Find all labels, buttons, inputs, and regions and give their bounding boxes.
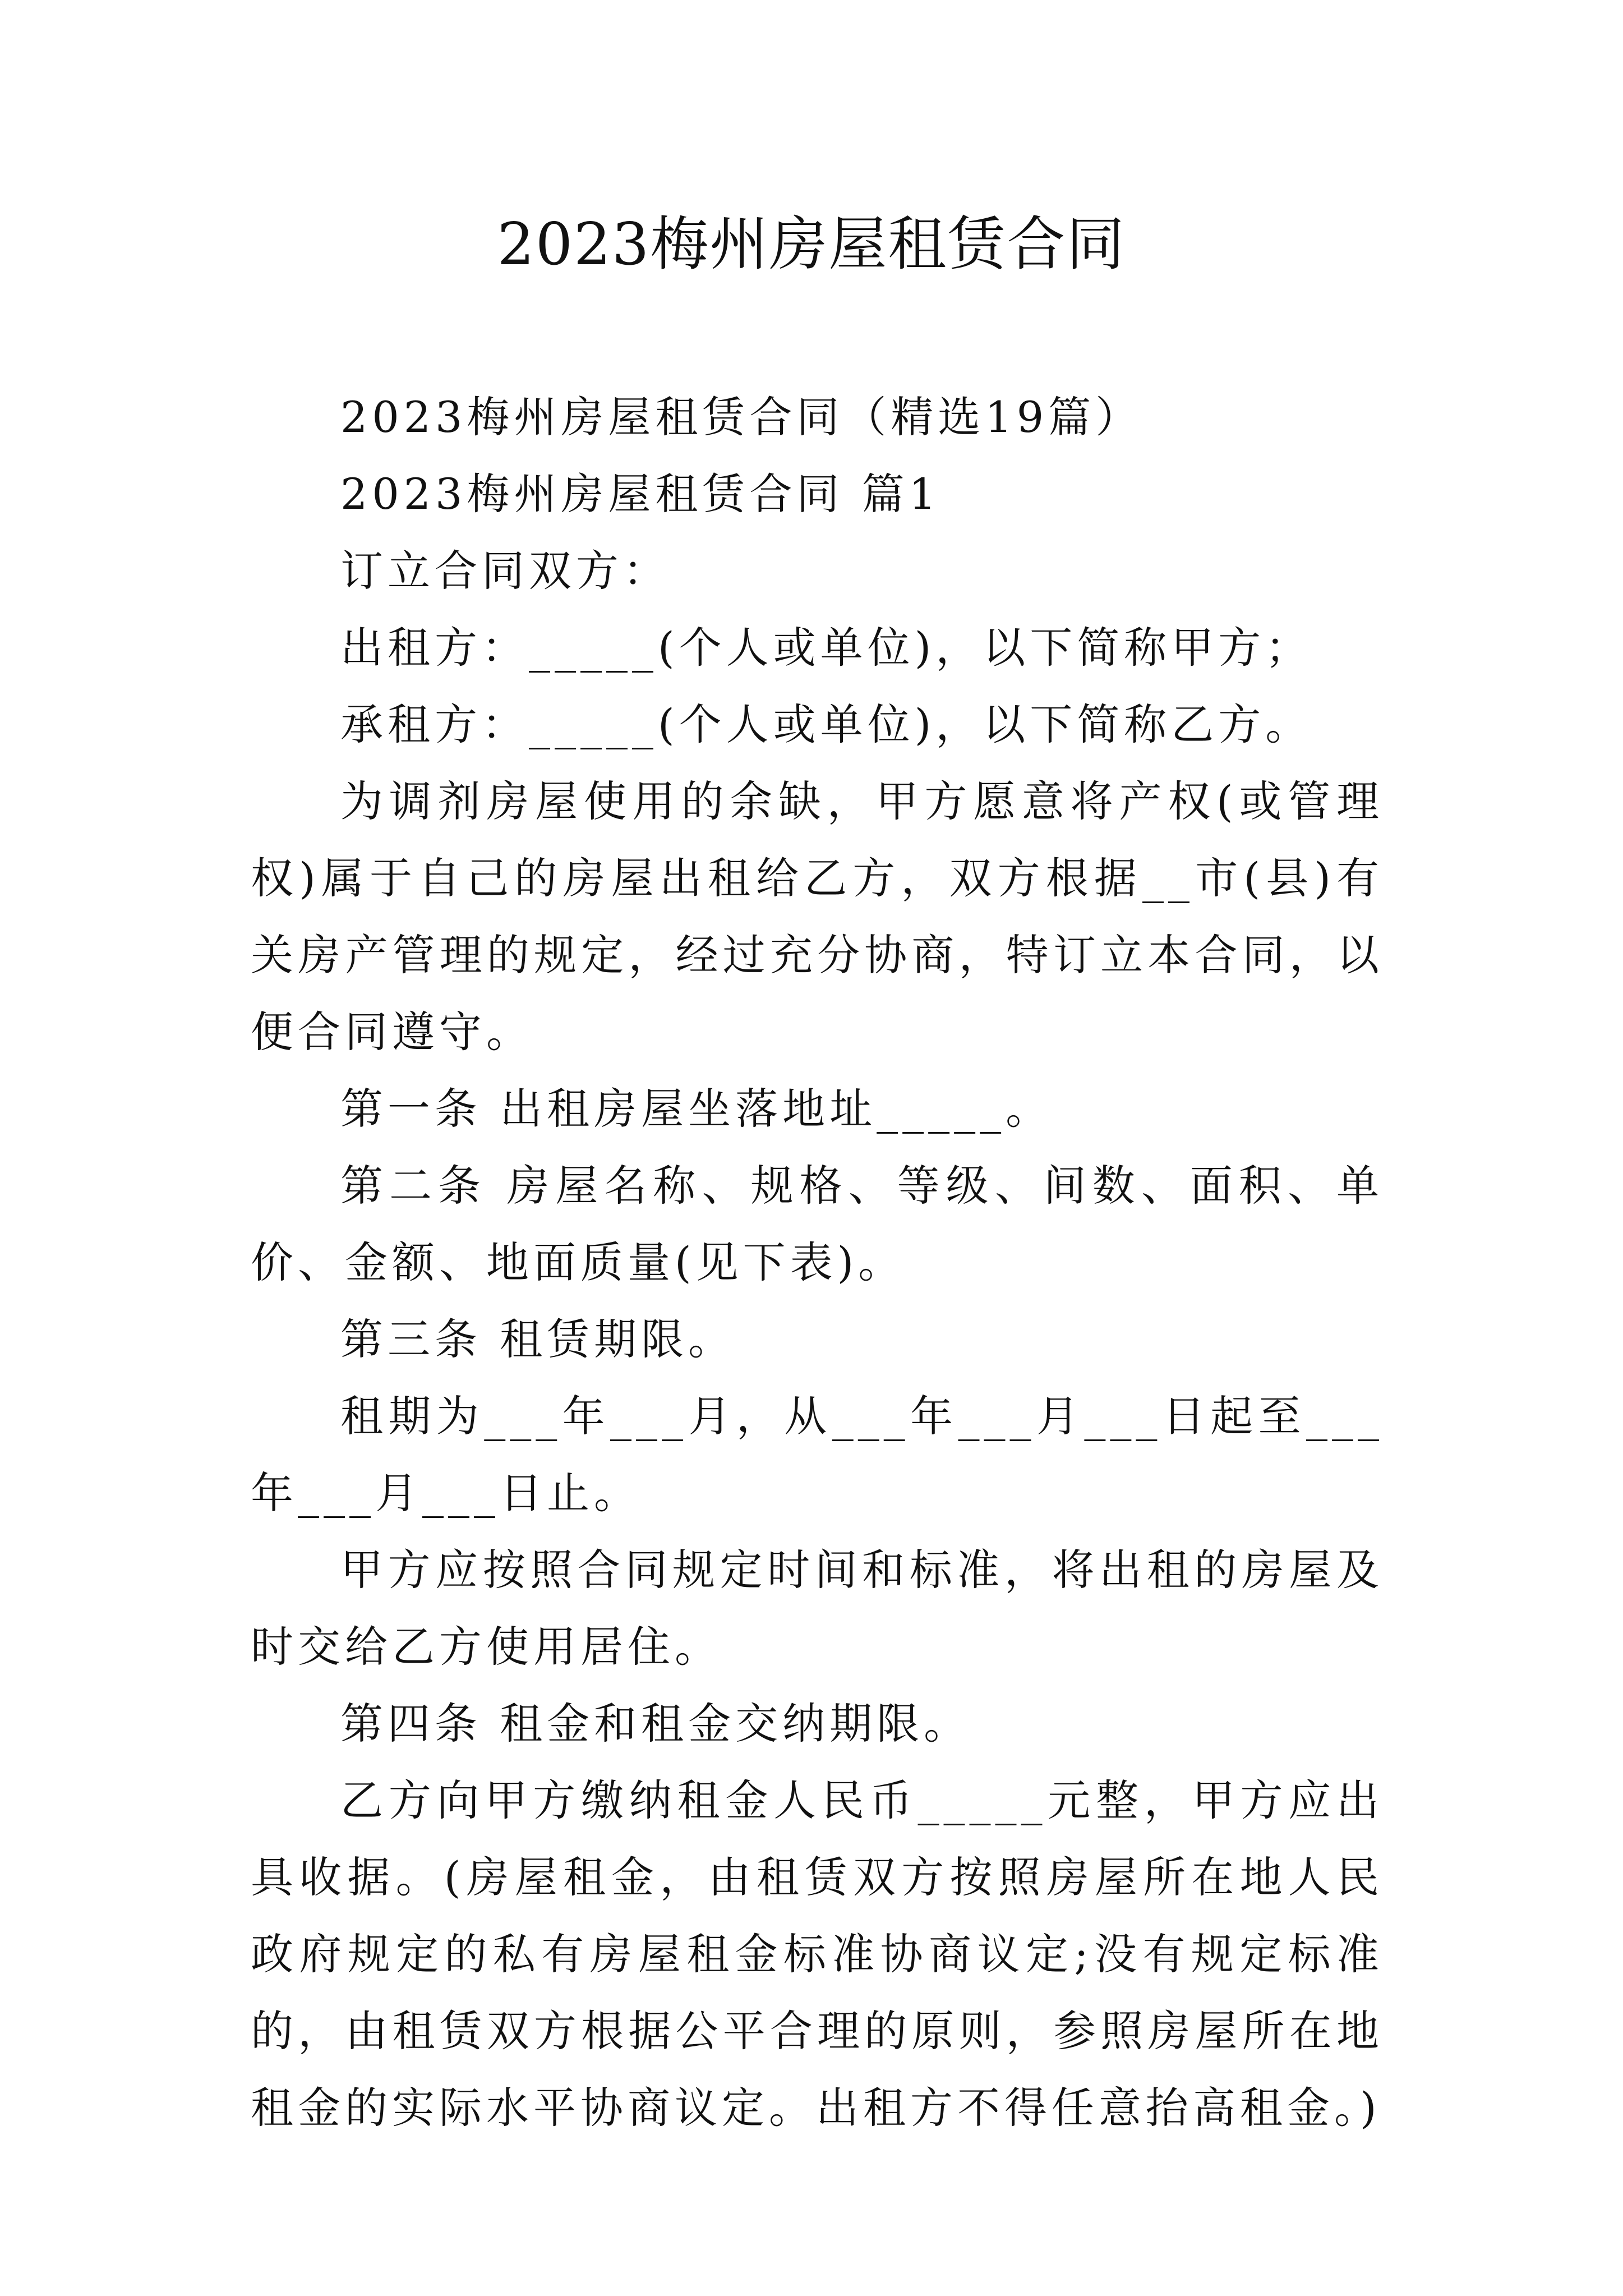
paragraph-handover: 甲方应按照合同规定时间和标准，将出租的房屋及时交给乙方使用居住。 [251, 1545, 1384, 1672]
paragraph-subtitle: 2023梅州房屋租赁合同（精选19篇） [340, 392, 1143, 442]
paragraph-parties-intro: 订立合同双方： [340, 546, 670, 596]
paragraph-lessor: 出租方：_____(个人或单位)，以下简称甲方； [340, 623, 1313, 673]
paragraph-article-4: 第四条 租金和租金交纳期限。 [340, 1699, 971, 1749]
paragraph-rent: 乙方向甲方缴纳租金人民币_____元整，甲方应出具收据。(房屋租金，由租赁双方按照房屋所在地人民政府规定的私有房屋租金标准协商议定;没有规定标准的，由租赁双方根据公平合理的原则，参照房屋所在地租金的实际水平协商议定。出租方不得任意抬高租金。) [251, 1775, 1384, 2133]
paragraph-purpose: 为调剂房屋使用的余缺，甲方愿意将产权(或管理权)属于自己的房屋出租给乙方，双方根据__市(县)有关房产管理的规定，经过充分协商，特订立本合同，以便合同遵守。 [251, 776, 1384, 1057]
paragraph-article-2: 第二条 房屋名称、规格、等级、间数、面积、单价、金额、地面质量(见下表)。 [251, 1161, 1384, 1287]
document-title: 2023梅州房屋租赁合同 [497, 210, 1126, 278]
paragraph-lessee: 承租方：_____(个人或单位)，以下简称乙方。 [340, 700, 1313, 749]
paragraph-article-3: 第三条 租赁期限。 [340, 1314, 736, 1364]
paragraph-lease-term: 租期为___年___月，从___年___月___日起至___年___月___日止。 [251, 1391, 1384, 1518]
document-body [251, 379, 1384, 2146]
paragraph-section-heading: 2023梅州房屋租赁合同 篇1 [340, 469, 940, 519]
paragraph-article-1: 第一条 出租房屋坐落地址_____。 [340, 1084, 1053, 1134]
